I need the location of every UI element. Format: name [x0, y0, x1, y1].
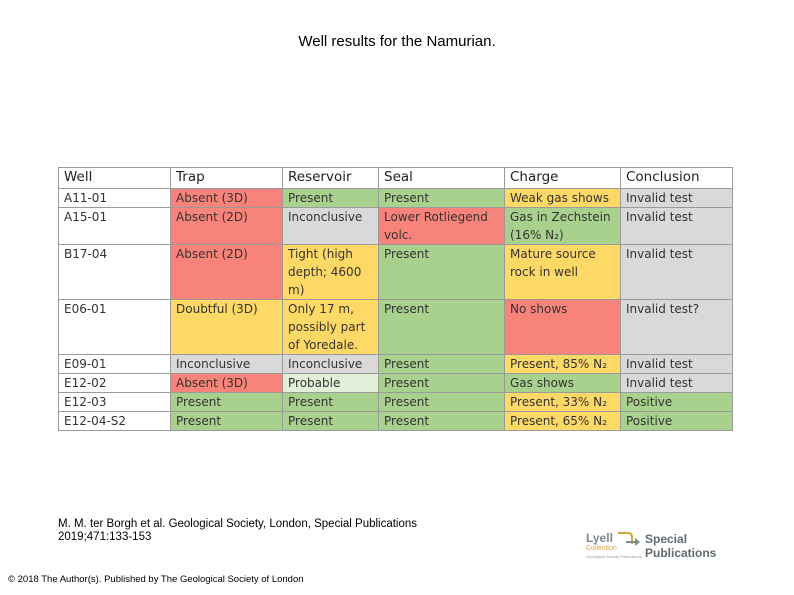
table-row — [59, 374, 733, 393]
header-trap: Trap — [171, 168, 283, 189]
cell-charge: Mature source rock in well — [505, 245, 621, 300]
cell-well: E12-03 — [59, 393, 171, 412]
cell-charge: Present, 85% N₂ — [505, 355, 621, 374]
cell-seal: Present — [379, 393, 505, 412]
cell-conclusion: Invalid test — [621, 189, 733, 208]
header-reservoir: Reservoir — [283, 168, 379, 189]
cell-well: A15-01 — [59, 208, 171, 245]
cell-trap: Inconclusive — [171, 355, 283, 374]
lyell-collection-logo — [586, 527, 756, 563]
cell-conclusion: Invalid test — [621, 208, 733, 245]
cell-seal: Present — [379, 300, 505, 355]
header-conclusion: Conclusion — [621, 168, 733, 189]
logo-collection-text: Collection — [586, 545, 617, 552]
cell-seal: Present — [379, 374, 505, 393]
cell-trap: Present — [171, 393, 283, 412]
cell-well: E12-04-S2 — [59, 412, 171, 431]
well-results-table — [58, 167, 733, 431]
cell-conclusion: Invalid test — [621, 245, 733, 300]
table-header-row — [59, 168, 733, 189]
logo-special-publications-text: Special Publications — [645, 532, 717, 560]
cell-charge: Weak gas shows — [505, 189, 621, 208]
cell-seal: Present — [379, 245, 505, 300]
logo-lyell-text: Lyell — [586, 531, 613, 545]
header-seal: Seal — [379, 168, 505, 189]
cell-charge: Present, 33% N₂ — [505, 393, 621, 412]
cell-seal: Lower Rotliegend volc. — [379, 208, 505, 245]
table-row — [59, 300, 733, 355]
cell-seal: Present — [379, 412, 505, 431]
cell-well: E09-01 — [59, 355, 171, 374]
arrow-icon — [616, 529, 642, 551]
cell-seal: Present — [379, 355, 505, 374]
page-title: Well results for the Namurian. — [298, 33, 496, 50]
table-row — [59, 393, 733, 412]
cell-trap: Doubtful (3D) — [171, 300, 283, 355]
cell-reservoir: Only 17 m, possibly part of Yoredale. — [283, 300, 379, 355]
table-row — [59, 245, 733, 300]
cell-reservoir: Present — [283, 412, 379, 431]
cell-reservoir: Inconclusive — [283, 355, 379, 374]
cell-well: E12-02 — [59, 374, 171, 393]
cell-conclusion: Invalid test — [621, 374, 733, 393]
header-charge: Charge — [505, 168, 621, 189]
cell-well: B17-04 — [59, 245, 171, 300]
cell-conclusion: Positive — [621, 412, 733, 431]
cell-reservoir: Present — [283, 189, 379, 208]
cell-well: A11-01 — [59, 189, 171, 208]
cell-trap: Absent (3D) — [171, 189, 283, 208]
cell-trap: Absent (2D) — [171, 208, 283, 245]
cell-trap: Absent (3D) — [171, 374, 283, 393]
cell-conclusion: Invalid test — [621, 355, 733, 374]
cell-reservoir: Probable — [283, 374, 379, 393]
cell-reservoir: Present — [283, 393, 379, 412]
copyright-notice: © 2018 The Author(s). Published by The Geological Society of London — [8, 574, 304, 585]
table-row — [59, 355, 733, 374]
cell-charge: Present, 65% N₂ — [505, 412, 621, 431]
cell-conclusion: Positive — [621, 393, 733, 412]
cell-reservoir: Inconclusive — [283, 208, 379, 245]
cell-charge: Gas in Zechstein (16% N₂) — [505, 208, 621, 245]
cell-trap: Present — [171, 412, 283, 431]
cell-well: E06-01 — [59, 300, 171, 355]
cell-trap: Absent (2D) — [171, 245, 283, 300]
cell-seal: Present — [379, 189, 505, 208]
cell-charge: Gas shows — [505, 374, 621, 393]
table-row — [59, 189, 733, 208]
header-well: Well — [59, 168, 171, 189]
cell-reservoir: Tight (high depth; 4600 m) — [283, 245, 379, 300]
table-row — [59, 412, 733, 431]
table-row — [59, 208, 733, 245]
cell-conclusion: Invalid test? — [621, 300, 733, 355]
cell-charge: No shows — [505, 300, 621, 355]
logo-subtitle-text: Geological Society Publications — [586, 554, 642, 559]
citation: M. M. ter Borgh et al. Geological Society, London, Special Publications 2019;471:133-153 — [58, 518, 418, 543]
